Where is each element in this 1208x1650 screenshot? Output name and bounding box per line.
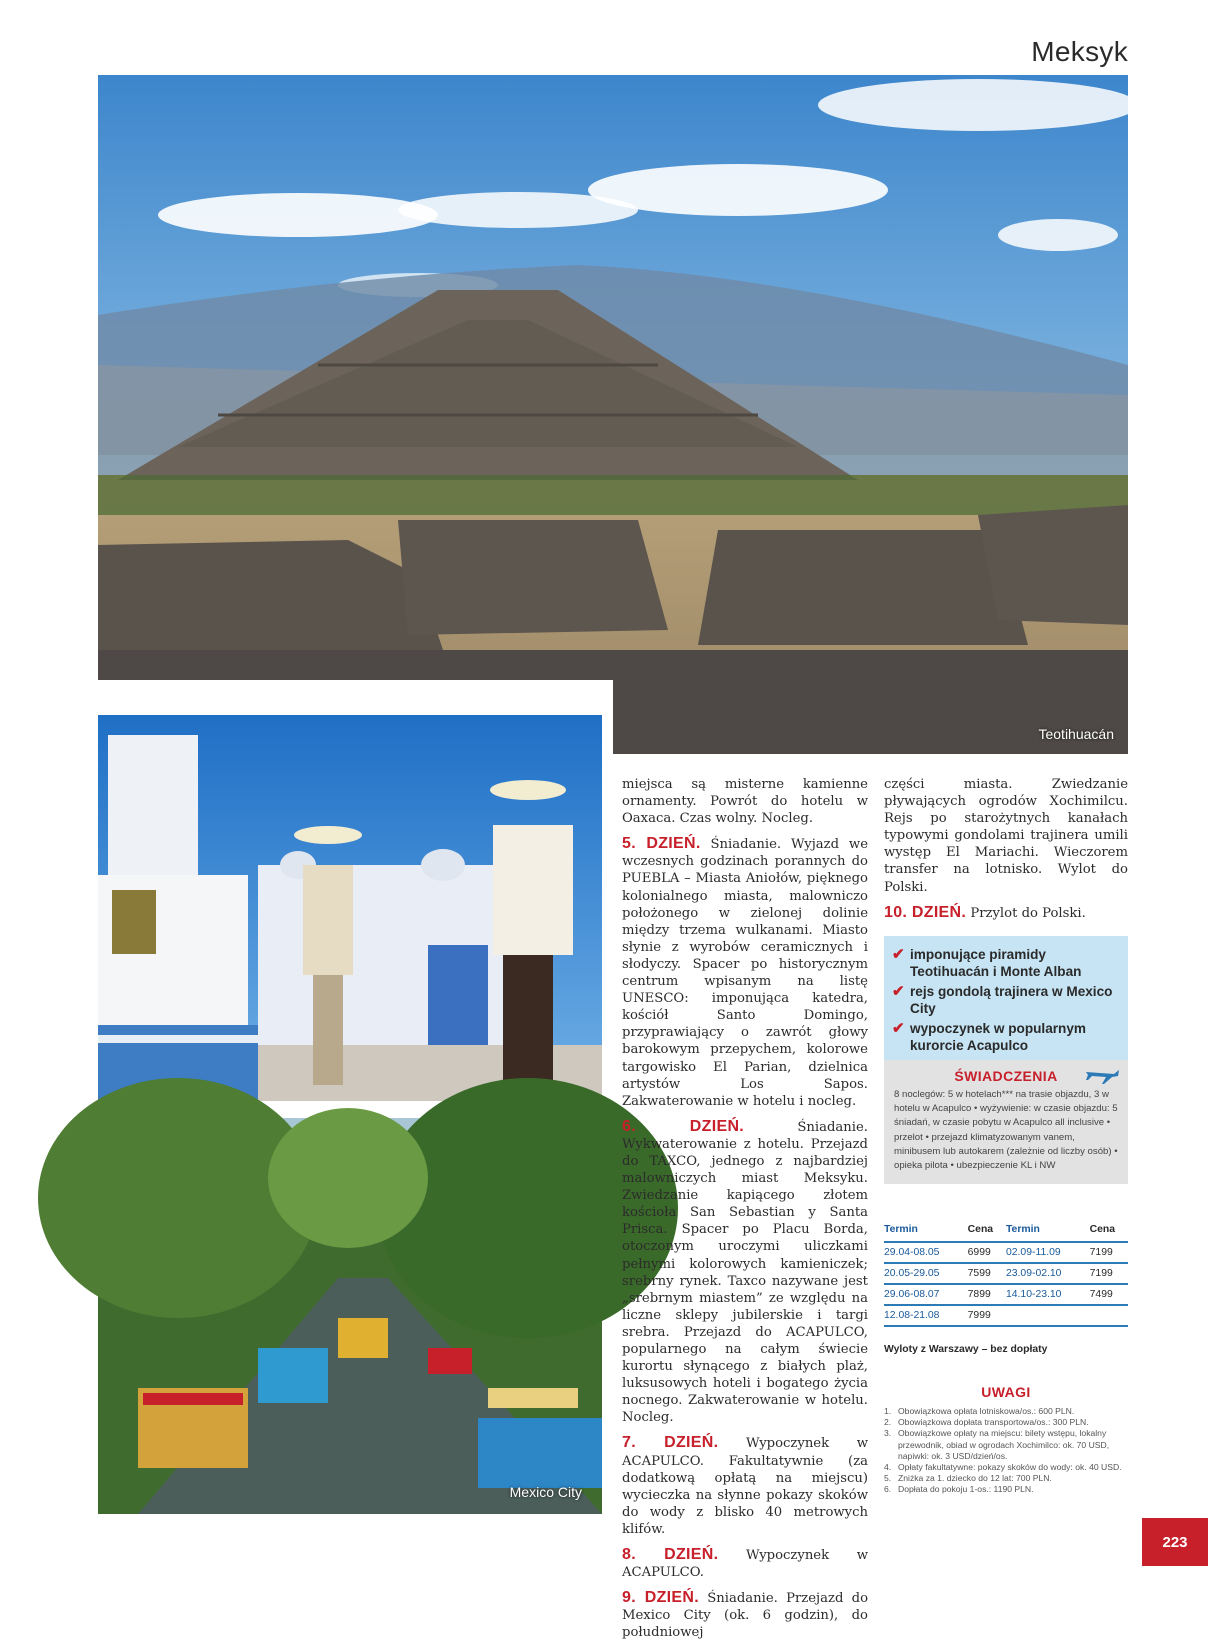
itinerary-column-1 — [622, 776, 868, 1650]
note-number: 5. — [884, 1473, 892, 1484]
page-country-title: Meksyk — [1031, 36, 1128, 67]
teotihuacan-caption: Teotihuacán — [1038, 726, 1114, 742]
list-item — [884, 1406, 1128, 1417]
itinerary-intro: miejsca są misterne kamienne ornamenty. Powrót do hotelu w Oaxaca. Czas wolny. Nocleg. — [622, 777, 868, 827]
list-item — [884, 1417, 1128, 1428]
header-term: Termin — [1005, 1224, 1040, 1235]
services-text: 8 noclegów: 5 w hotelach*** na trasie objazdu, 3 w hotelu w Acapulco • wyżywienie: w czasie objazdu: 5 śniadań, w czasie pobytu w Acapulco all inclusive • przelot • przejazd klimatyzowanym vanem, minibusem lub autokarem (zależnie od liczby osób) • opieka pilota • ubezpieczenie KL i NW — [894, 1089, 1118, 1172]
check-icon: ✔ — [892, 982, 905, 1000]
day-9-label: 9. DZIEŃ. — [622, 1589, 699, 1607]
highlight-item — [892, 983, 1120, 1018]
notes-list — [884, 1406, 1128, 1496]
term-cell: 02.09-11.09 — [1006, 1242, 1090, 1263]
highlight-text: rejs gondolą trajinera w Mexico City — [910, 983, 1113, 1017]
note-number: 6. — [884, 1484, 892, 1495]
note-number: 2. — [884, 1417, 892, 1428]
services-box — [884, 1060, 1128, 1184]
sombrero-men-photo — [98, 715, 602, 1101]
trip-highlights-box — [884, 936, 1128, 1060]
highlight-item — [892, 1020, 1120, 1055]
price-table — [884, 1220, 1128, 1327]
term-cell — [1006, 1305, 1090, 1326]
day-9-continuation: części miasta. Zwiedzanie pływających ogrodów Xochimilcu. Rejs po starożytnych kanałach typowymi gondolami trajinera umili występ El Mariachi. Wieczorem transfer na lotnisko. Wylot do Polski. — [884, 777, 1128, 895]
note-number: 3. — [884, 1428, 892, 1439]
day-5-text: Śniadanie. Wyjazd we wczesnych godzinach porannych do PUEBLA – Miasta Aniołów, pięknego kolonialnego miasta, malowniczo położonego w zielonej dolinie między trzema wulkanami. Miasto słynie z wyrobów ceramicznych i słodyczy. Spacer po historycznym centrum wpisanym na listę UNESCO: imponująca katedra, kościół Santo Domingo, przyprawiający o zawrót głowy barokowym przepychem, kolorowe targowisko El Parian, dzielnica artystów Los Sapos. Zakwaterowanie w hotelu i nocleg. — [622, 837, 869, 1109]
highlight-text: wypoczynek w popularnym kurorcie Acapulco — [910, 1020, 1087, 1054]
price-cell: 7899 — [968, 1284, 1006, 1305]
day-8 — [622, 1546, 868, 1581]
day-5 — [622, 835, 868, 1110]
itinerary-column-2 — [884, 776, 1128, 930]
price-cell: 7199 — [1090, 1263, 1128, 1284]
note-text: Obowiązkowa dopłata transportowa/os.: 300 PLN. — [898, 1417, 1089, 1428]
note-text: Opłaty fakultatywne: pokazy skoków do wody: ok. 40 USD. — [898, 1462, 1122, 1473]
price-cell: 7499 — [1090, 1284, 1128, 1305]
term-cell: 29.04-08.05 — [884, 1242, 968, 1263]
list-item — [884, 1484, 1128, 1495]
table-row — [884, 1305, 1128, 1326]
price-cell: 7599 — [968, 1263, 1006, 1284]
day-9 — [622, 1589, 868, 1641]
term-cell: 23.09-02.10 — [1006, 1263, 1090, 1284]
note-text: Obowiązkowe opłaty na miejscu: bilety wstępu, lokalny przewodnik, obiad w ogrodach Xochimilco: ok. 70 USD, napiwki: ok. 3 USD/dzień/os. — [898, 1428, 1110, 1461]
highlight-item — [892, 946, 1120, 981]
header-price: Cena — [1089, 1224, 1116, 1235]
highlight-text: imponujące piramidy Teotihuacán i Monte Alban — [910, 947, 1082, 980]
day-7-label: 7. DZIEŃ. — [622, 1434, 719, 1452]
note-text: Obowiązkowa opłata lotniskowa/os.: 600 PLN. — [898, 1406, 1075, 1416]
day-6 — [622, 1118, 868, 1427]
term-cell: 29.06-08.07 — [884, 1284, 968, 1305]
list-item — [884, 1428, 1128, 1462]
services-title: ŚWIADCZENIA — [954, 1068, 1058, 1084]
day-6-text: Śniadanie. Wykwaterowanie z hotelu. Przejazd do TAXCO, jednego z najbardziej malowniczych miast Meksyku. Zwiedzanie kapiącego złotem kościoła San Sebastian y Santa Prisca. Spacer po Placu Borda, otoczonym uroczymi uliczkami pełnymi kolorowych kamieniczek; srebrny rynek. Taxco nazywane jest „srebrnym miastem” ze względu na liczne sklepy jubilerskie i targi srebra. Przejazd do ACAPULCO, popularnego na całym świecie kurortu słynącego z białych plaż, luksusowych hoteli i bogatego życia nocnego. Zakwaterowanie w hotelu. Nocleg. — [622, 1119, 868, 1426]
list-item — [884, 1462, 1128, 1473]
airplane-icon — [1084, 1064, 1120, 1086]
day-7 — [622, 1434, 868, 1538]
note-number: 1. — [884, 1406, 892, 1416]
notes-section — [884, 1384, 1128, 1496]
flights-note: Wyloty z Warszawy – bez dopłaty — [884, 1344, 1048, 1355]
mexico-city-caption: Mexico City — [509, 1484, 582, 1500]
note-text: Dopłata do pokoju 1-os.: 1190 PLN. — [898, 1484, 1034, 1495]
table-row — [884, 1263, 1128, 1284]
header-term: Termin — [884, 1224, 918, 1235]
term-cell: 12.08-21.08 — [884, 1305, 968, 1326]
day-5-label: 5. DZIEŃ. — [622, 835, 701, 853]
day-6-label: 6. DZIEŃ. — [622, 1117, 745, 1135]
day-8-text: Wypoczynek w ACAPULCO. — [622, 1548, 868, 1581]
note-text: Zniżka za 1. dziecko do 12 lat: 700 PLN. — [898, 1473, 1052, 1484]
day-10-text: Przylot do Polski. — [970, 905, 1086, 921]
term-cell: 20.05-29.05 — [884, 1263, 968, 1284]
check-icon: ✔ — [892, 1019, 905, 1037]
teotihuacan-photo — [98, 75, 1128, 754]
price-cell: 6999 — [968, 1242, 1006, 1263]
day-10 — [884, 904, 1128, 922]
xochimilco-photo — [98, 1118, 602, 1514]
notes-title: UWAGI — [981, 1384, 1031, 1400]
day-7-text: Wypoczynek w ACAPULCO. Fakultatywnie (za dodatkową opłatą na miejscu) wycieczka na słynne pokazy skoków do wody z blisko 40 metrowych klifów. — [622, 1436, 868, 1537]
term-cell: 14.10-23.10 — [1006, 1284, 1090, 1305]
price-cell — [1090, 1305, 1128, 1326]
day-8-label: 8. DZIEŃ. — [622, 1546, 719, 1564]
day-10-label: 10. DZIEŃ. — [884, 903, 967, 921]
check-icon: ✔ — [892, 946, 905, 963]
list-item — [884, 1473, 1128, 1484]
day-9-text: Śniadanie. Przejazd do Mexico City (ok. 6 godzin), do południowej — [622, 1591, 869, 1641]
page-number: 223 — [1142, 1518, 1208, 1566]
price-cell: 7199 — [1090, 1242, 1128, 1263]
table-row — [884, 1284, 1128, 1305]
price-table-header — [884, 1220, 1128, 1242]
table-row — [884, 1242, 1128, 1263]
header-price: Cena — [967, 1224, 994, 1235]
note-number: 4. — [884, 1462, 892, 1473]
price-cell: 7999 — [968, 1305, 1006, 1326]
